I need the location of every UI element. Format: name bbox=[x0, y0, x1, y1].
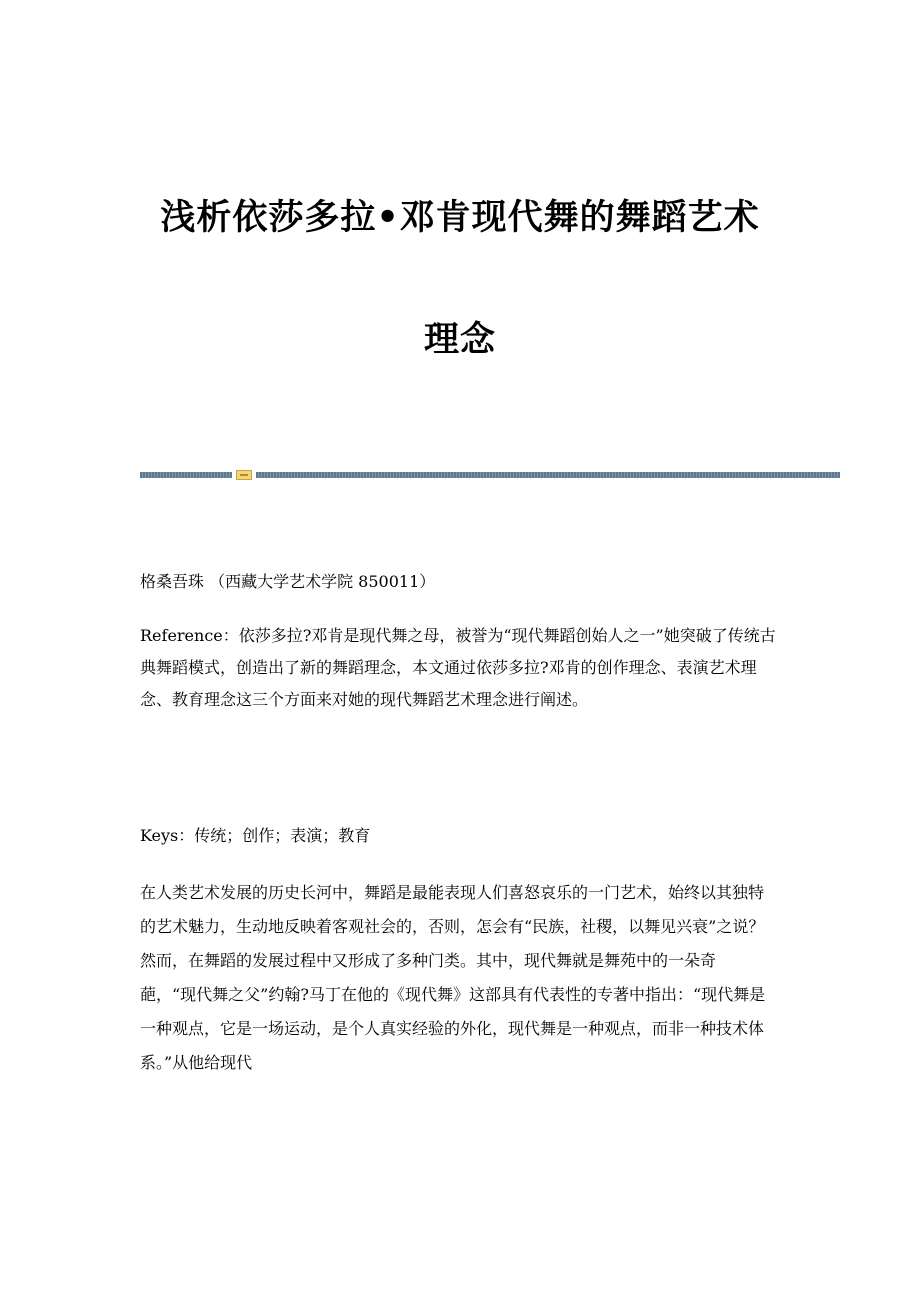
author-affiliation: 格桑吾珠 （西藏大学艺术学院 850011） bbox=[140, 572, 436, 591]
divider-bar-left bbox=[140, 472, 232, 478]
body-paragraph: 在人类艺术发展的历史长河中，舞蹈是最能表现人们喜怒哀乐的一门艺术，始终以其独特的艺术魅力，生动地反映着客观社会的，否则，怎会有“民族，社稷，以舞见兴衰”之说？然而，在舞蹈的发展过程中又形成了多种门类。其中，现代舞就是舞苑中的一朵奇葩，“现代舞之父”约翰?马丁在他的《现代舞》这部具有代表性的专著中指出：“现代舞是一种观点，它是一场运动，是个人真实经验的外化，现代舞是一种观点，而非一种技术体系。”从他给现代 bbox=[140, 883, 766, 1072]
keywords-line: Keys：传统；创作；表演；教育 bbox=[140, 826, 371, 845]
title-divider bbox=[140, 470, 840, 480]
page-title-line-1: 浅析依莎多拉•邓肯现代舞的舞蹈艺术 bbox=[160, 198, 760, 238]
divider-ornament-icon bbox=[236, 470, 252, 480]
page-title-line-2: 理念 bbox=[423, 320, 496, 360]
abstract-paragraph: Reference：依莎多拉?邓肯是现代舞之母，被誉为“现代舞蹈创始人之一”她突破了传统古典舞蹈模式，创造出了新的舞蹈理念，本文通过依莎多拉?邓肯的创作理念、表演艺术理念、教育理念这三个方面来对她的现代舞蹈艺术理念进行阐述。 bbox=[140, 626, 776, 709]
divider-bar-right bbox=[256, 472, 840, 478]
